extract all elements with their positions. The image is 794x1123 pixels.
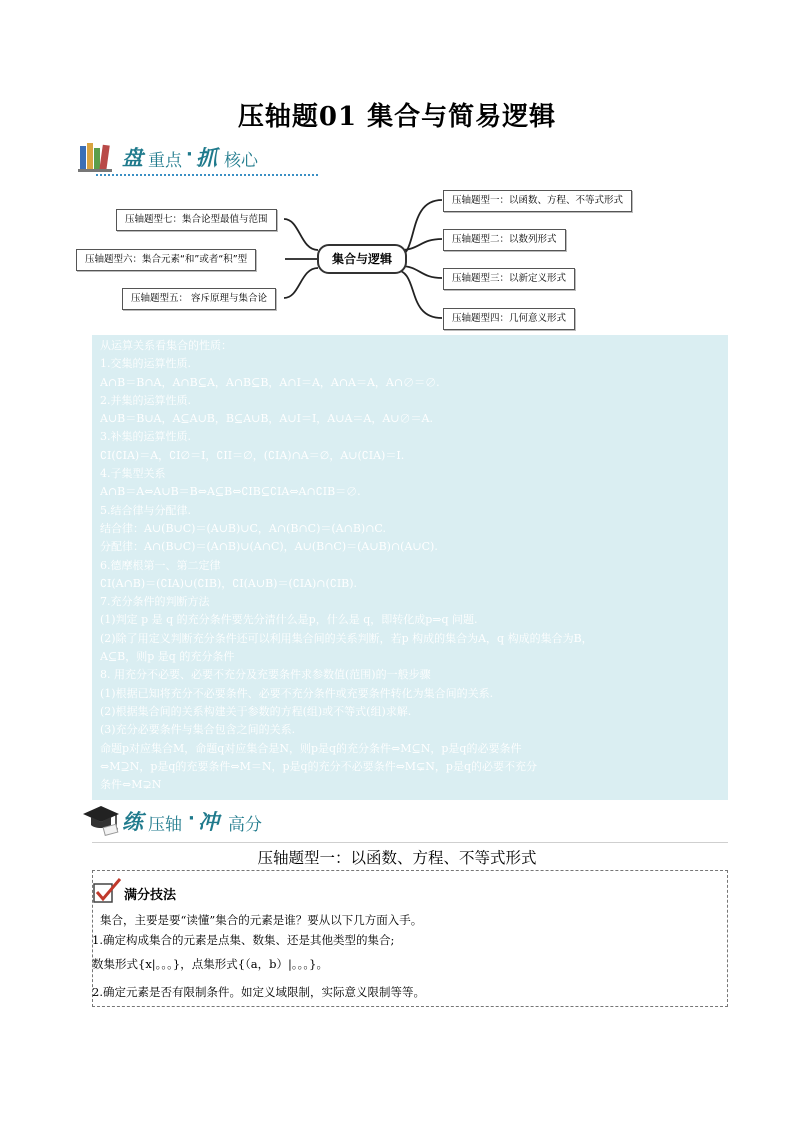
key-point-line: 分配律：A∩(B∪C)＝(A∩B)∪(A∩C)，A∪(B∩C)＝(A∪B)∩(A∪C). <box>100 540 438 554</box>
graduation-cap-icon <box>82 802 120 836</box>
section-header-key-points <box>78 138 338 182</box>
tip-line-intro: 集合，主要是要“读懂”集合的元素是谁？要从以下几方面入手。 <box>100 913 423 927</box>
key-point-line: 1.交集的运算性质. <box>100 357 191 371</box>
section-main-char-2: 抓 <box>196 145 217 170</box>
section-sub-text: 重点 <box>148 151 182 171</box>
key-point-line: 6.德摩根第一、第二定律 <box>100 558 221 572</box>
key-point-line: 条件⇔M⊋N <box>100 778 162 792</box>
key-point-line: (1)判定 p 是 q 的充分条件要先分清什么是p，什么是 q，即转化成p⇒q 问题. <box>100 613 478 627</box>
question-type-title: 压轴题型一：以函数、方程、不等式形式 <box>257 849 537 867</box>
mindmap-node-type7: 压轴题型七：集合论型最值与范围 <box>116 209 277 231</box>
section-dot: · <box>186 144 193 165</box>
key-point-line: (1)根据已知将充分不必要条件、必要不充分条件或充要条件转化为集合间的关系. <box>100 686 494 700</box>
section-main-char: 盘 <box>122 145 143 170</box>
mindmap-node-type5: 压轴题型五： 容斥原理与集合论 <box>122 288 276 310</box>
key-point-line: 命题p对应集合M，命题q对应集合是N，则p是q的充分条件⇔M⊆N，p是q的必要条件 <box>100 741 522 755</box>
key-points-box <box>92 335 728 800</box>
key-points-list <box>100 337 720 794</box>
tips-label: 满分技法 <box>124 888 177 903</box>
section-main-char: 练 <box>122 809 143 834</box>
key-point-line: 8. 用充分不必要、必要不充分及充要条件求参数值(范围)的一般步骤 <box>100 668 431 682</box>
books-icon <box>78 140 112 172</box>
key-point-line: A∪B＝B∪A，A⊆A∪B，B⊆A∪B，A∪I＝I，A∪A＝A，A∪∅＝A. <box>100 412 433 426</box>
key-point-line: A∩B＝B∩A，A∩B⊆A，A∩B⊆B，A∩I＝A，A∩A＝A，A∩∅＝∅. <box>100 375 440 389</box>
key-point-line: (2)根据集合间的关系构建关于参数的方程(组)或不等式(组)求解. <box>100 704 412 718</box>
mindmap-node-type2: 压轴题型二：以数列形式 <box>443 229 566 251</box>
key-point-line: ⇔M⊇N，p是q的充要条件⇔M＝N，p是q的充分不必要条件⇔M⊊N，p是q的必要不充分 <box>100 759 537 773</box>
mindmap-center-node: 集合与逻辑 <box>317 244 407 274</box>
section-sub-text-2: 核心 <box>224 151 258 171</box>
key-point-line: A⊆B，则p 是q 的充分条件 <box>100 650 235 664</box>
section-header-practice <box>82 802 342 846</box>
key-point-line: 3.补集的运算性质. <box>100 430 191 444</box>
key-point-line: 7.充分条件的判断方法 <box>100 595 210 609</box>
mindmap-node-type1: 压轴题型一：以函数、方程、不等式形式 <box>443 190 632 212</box>
key-point-line: A∩B＝A⇔A∪B＝B⇔A⊆B⇔∁IB⊆∁IA⇔A∩∁IB＝∅. <box>100 485 361 499</box>
key-point-line: 结合律：A∪(B∪C)＝(A∪B)∪C，A∩(B∩C)＝(A∩B)∩C. <box>100 521 386 535</box>
key-point-line: 2.并集的运算性质. <box>100 393 191 407</box>
key-point-line: (2)除了用定义判断充分条件还可以利用集合间的关系判断，若p 构成的集合为A，q 构成的集合为B， <box>100 631 593 645</box>
page-title: 压轴题01 集合与简易逻辑 <box>237 102 557 132</box>
section-dot: · <box>188 808 195 829</box>
key-point-line: 4.子集型关系 <box>100 467 166 481</box>
key-point-line: ∁I(A∩B)＝(∁IA)∪(∁IB)，∁I(A∪B)＝(∁IA)∩(∁IB). <box>100 576 358 590</box>
section-sub-text-2: 高分 <box>228 815 262 835</box>
section-divider <box>92 842 728 843</box>
tip-line-1: 1.确定构成集合的元素是点集、数集、还是其他类型的集合; <box>92 933 395 947</box>
mindmap-node-type3: 压轴题型三：以新定义形式 <box>443 268 575 290</box>
key-point-line: 从运算关系看集合的性质： <box>100 339 232 352</box>
mindmap-node-type6: 压轴题型六：集合元素“和”或者“积”型 <box>76 249 256 271</box>
section-sub-text: 压轴 <box>148 815 182 835</box>
section-underline <box>96 174 318 176</box>
mindmap-node-type4: 压轴题型四：几何意义形式 <box>443 308 575 330</box>
tip-line-2: 数集形式{x|。。。}，点集形式{（a，b）|。。。}。 <box>92 957 328 971</box>
key-point-line: (3)充分必要条件与集合包含之间的关系. <box>100 723 296 737</box>
key-point-line: 5.结合律与分配律. <box>100 503 191 517</box>
tip-line-3: 2.确定元素是否有限制条件。如定义域限制，实际意义限制等等。 <box>92 985 425 999</box>
key-point-line: ∁I(∁IA)＝A，∁I∅＝I，∁II＝∅，(∁IA)∩A＝∅，A∪(∁IA)＝I. <box>100 448 405 462</box>
check-icon <box>92 876 122 904</box>
section-main-char-2: 冲 <box>198 809 219 834</box>
